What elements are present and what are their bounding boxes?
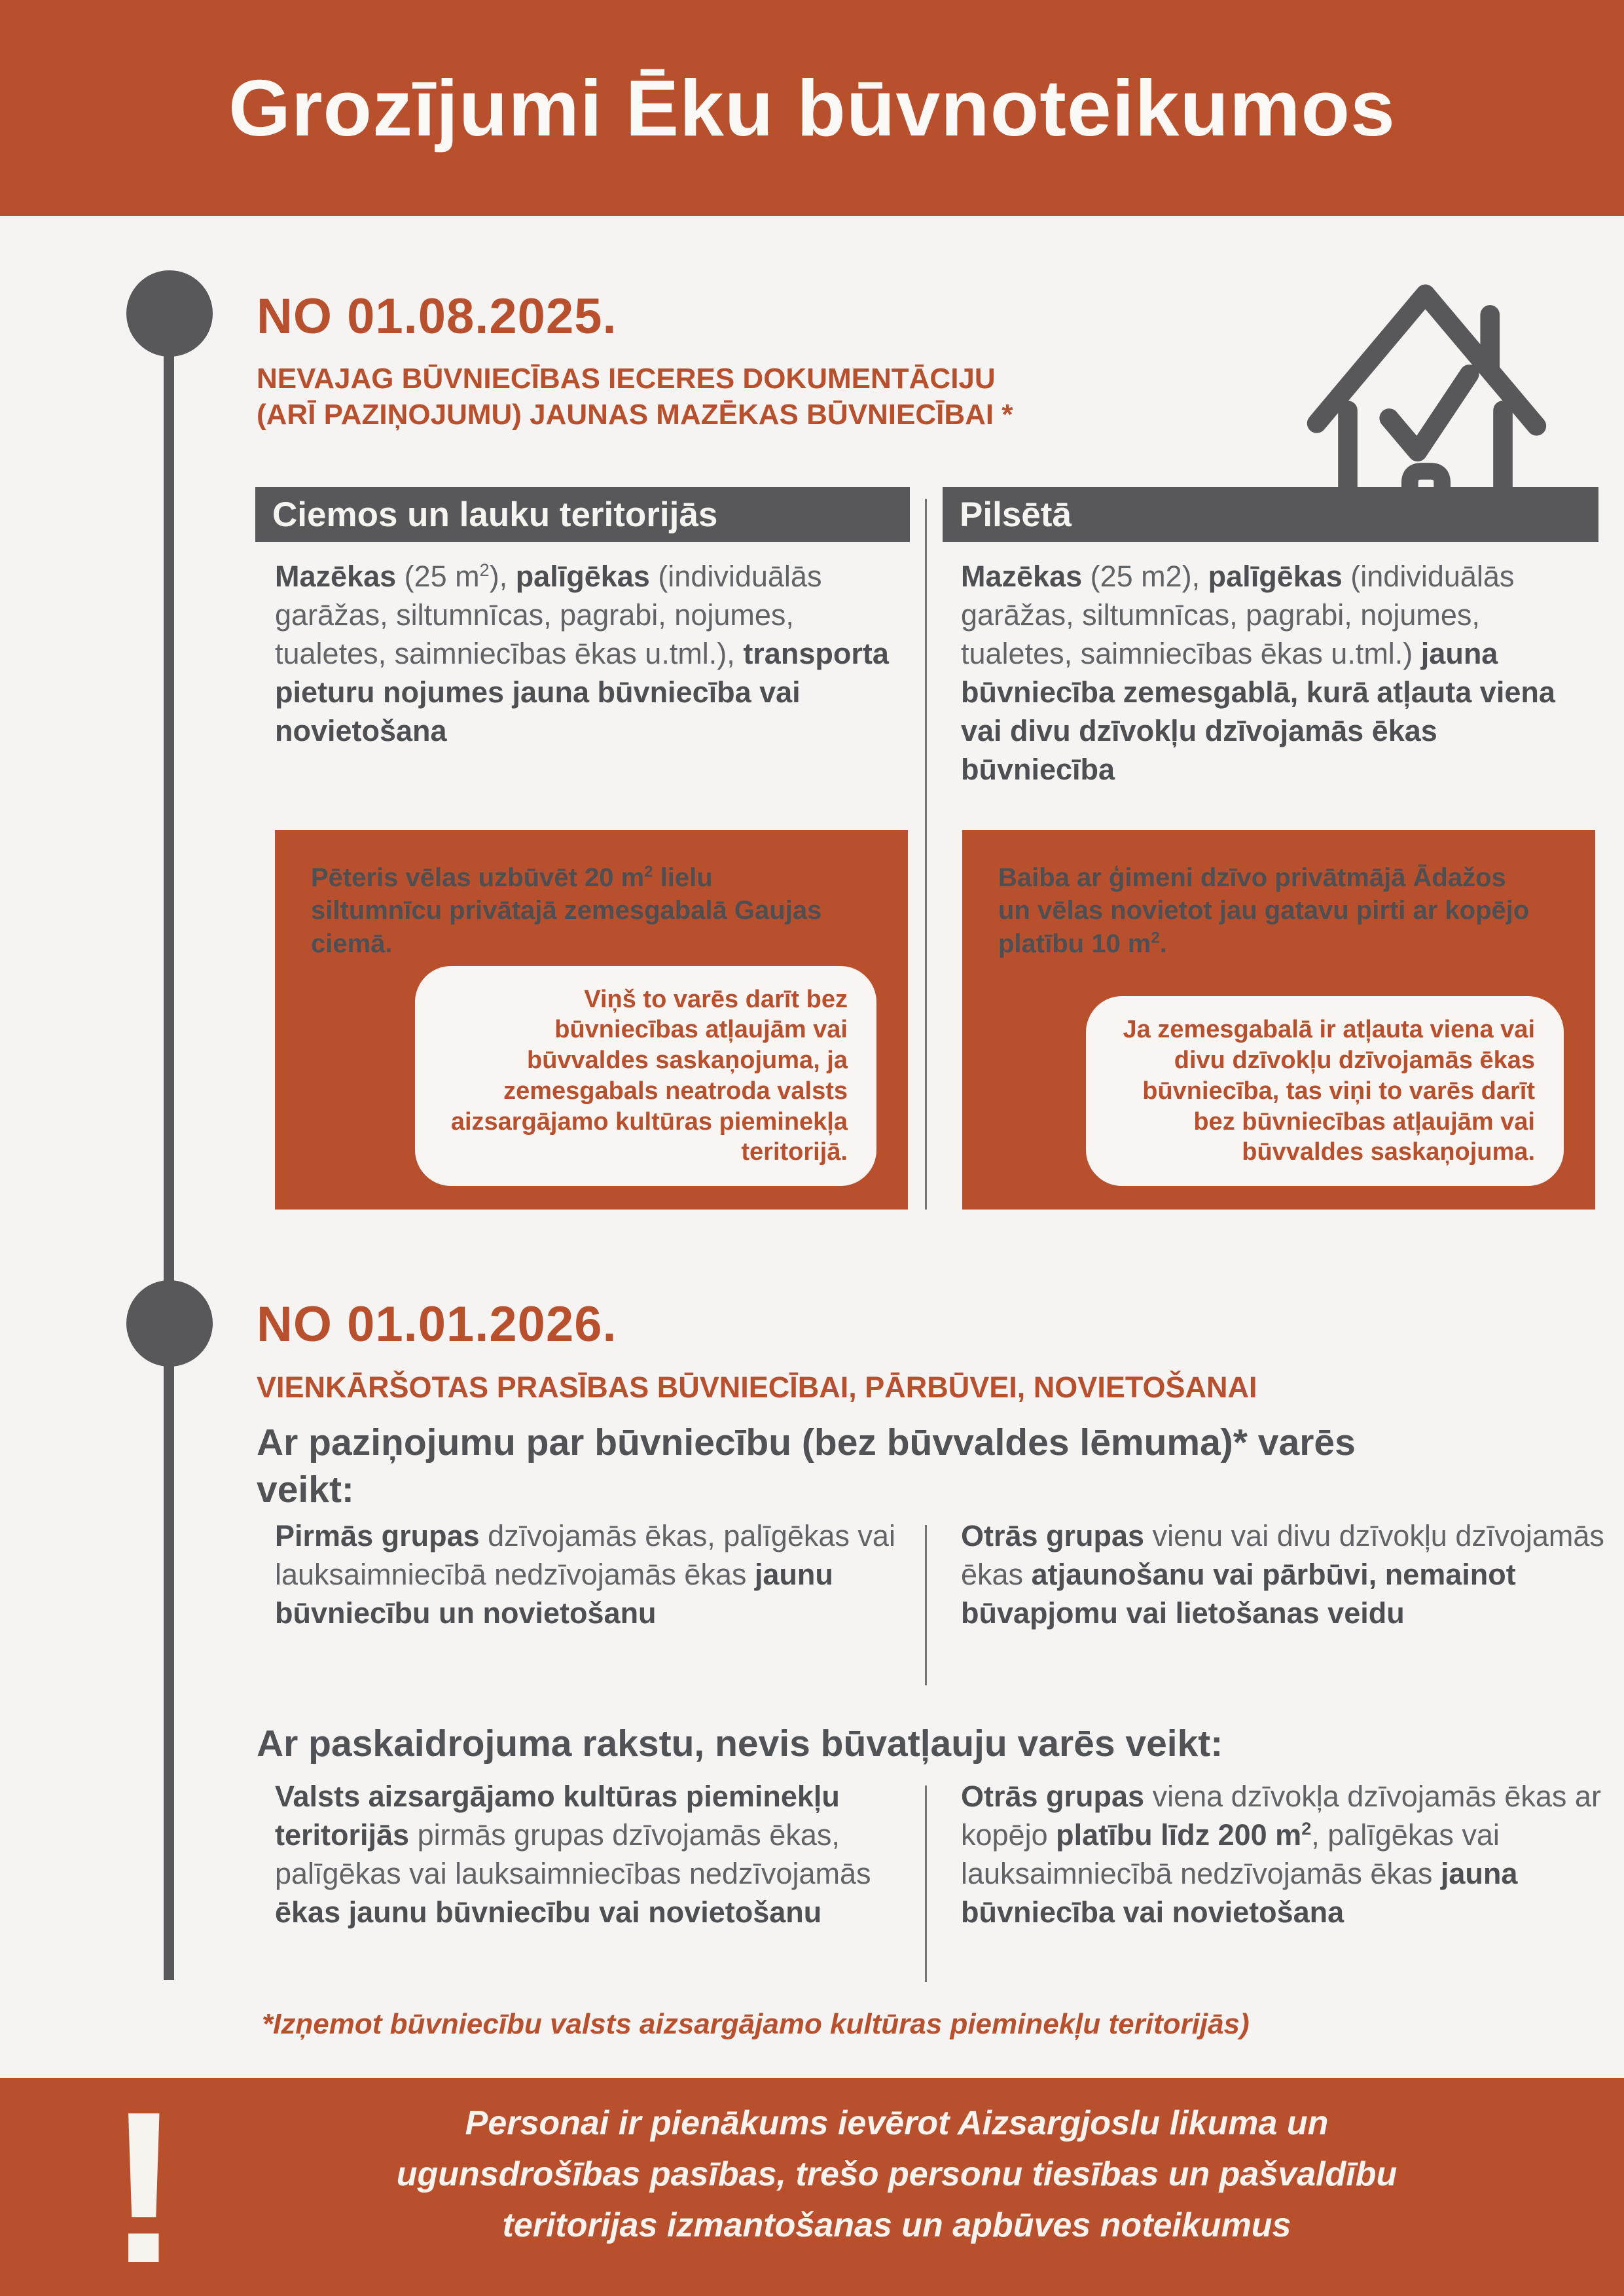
- house-checkmark-icon: [1296, 260, 1555, 519]
- column-header-rural-label: Ciemos un lauku teritorijās: [272, 495, 718, 534]
- example-rural-callout: Viņš to varēs darīt bez būvniecības atļaujām vai būvvaldes saskaņojuma, ja zemesgabals neatroda valsts aizsargājamo kultūras pieminekļa teritorijā.: [415, 966, 876, 1186]
- column-header-city: [943, 487, 1598, 542]
- explanatory-col-second-group: Otrās grupas viena dzīvokļa dzīvojamās ēkas ar kopējo platību līdz 200 $m^2$, palīgēkas vai lauksaimniecībā nedzīvojamās ēkas jauna būvniecība vai novietošana: [961, 1780, 1601, 1929]
- footnote: *Izņemot būvniecību valsts aizsargājamo kultūras pieminekļu teritorijās): [262, 2008, 1250, 2040]
- heading-explanatory-note: Ar paskaidrojuma rakstu, nevis būvatļauju varēs veikt:: [257, 1723, 1223, 1765]
- example-box-rural: [275, 830, 908, 1210]
- example-city-intro: Baiba ar ģimeni dzīvo privātmājā Ādažos un vēlas novietot jau gatavu pirti ar kopējo platību 10 $m^2$.: [998, 863, 1530, 958]
- section-2025-subtitle-line2: (ARĪ PAZIŅOJUMU) JAUNAS MAZĒKAS BŪVNIECĪBAI *: [257, 398, 1013, 431]
- explanatory-col-heritage: Valsts aizsargājamo kultūras pieminekļu teritorijās pirmās grupas dzīvojamās ēkas, palīgēkas vai lauksaimniecības nedzīvojamās ēkas jaunu būvniecību vai novietošanu: [275, 1780, 871, 1929]
- section-2026-date: NO 01.01.2026.: [257, 1297, 617, 1352]
- column-header-rural: [255, 487, 910, 542]
- timeline-dot-2025: [126, 270, 213, 357]
- section-2025-subtitle: [257, 361, 1013, 433]
- heading-announcement: Ar paziņojumu par būvniecību (bez būvvaldes lēmuma)* varēs veikt:: [257, 1422, 1356, 1511]
- column-body-city: Mazēkas (25 m2), palīgēkas (individuālās garāžas, siltumnīcas, pagrabi, nojumes, tualetes, saimniecības ēkas u.tml.) jauna būvniecība zemesgablā, kurā atļauta viena vai divu dzīvokļu dzīvojamās ēkas būvniecība: [961, 560, 1555, 786]
- example-city-callout: Ja zemesgabalā ir atļauta viena vai divu dzīvokļu dzīvojamās ēkas būvniecība, tas viņi to varēs darīt bez būvniecības atļaujām vai būvvaldes saskaņojuma.: [1086, 996, 1564, 1186]
- column-header-city-label: Pilsētā: [960, 495, 1072, 534]
- section-2025-subtitle-line1: NEVAJAG BŪVNIECĪBAS IECERES DOKUMENTĀCIJU: [257, 363, 996, 395]
- column-body-rural: Mazēkas (25 $m^2$), palīgēkas (individuālās garāžas, siltumnīcas, pagrabi, nojumes, tualetes, saimniecības ēkas u.tml.), transporta pieturu nojumes jauna būvniecība vai novietošana: [275, 560, 889, 747]
- column-divider-1: [925, 499, 927, 1210]
- example-rural-intro: Pēteris vēlas uzbūvēt 20 $m^2$ lielu siltumnīcu privātajā zemesgabalā Gaujas ciemā.: [311, 863, 822, 958]
- announcement-col-second-group: Otrās grupas vienu vai divu dzīvokļu dzīvojamās ēkas atjaunošanu vai pārbūvi, nemainot būvapjomu vai lietošanas veidu: [961, 1519, 1604, 1630]
- timeline-line: [164, 314, 174, 1980]
- section-2025-date: NO 01.08.2025.: [257, 289, 617, 344]
- footer-notice-line3: teritorijas izmantošanas un apbūves noteikumus: [502, 2206, 1291, 2244]
- poster-header: [0, 0, 1624, 216]
- timeline-dot-2026: [126, 1280, 213, 1367]
- footer-notice: [275, 2098, 1519, 2251]
- footer-notice-line2: ugunsdrošības pasības, trešo personu tiesības un pašvaldību: [396, 2155, 1398, 2193]
- poster-footer: [0, 2066, 1624, 2296]
- footer-notice-line1: Personai ir pienākums ievērot Aizsargjoslu likuma un: [465, 2104, 1329, 2142]
- column-divider-2: [925, 1525, 927, 1685]
- announcement-col-first-group: Pirmās grupas dzīvojamās ēkas, palīgēkas vai lauksaimniecībā nedzīvojamās ēkas jaunu būvniecību un novietošanu: [275, 1519, 895, 1630]
- exclamation-icon: !: [108, 2066, 180, 2296]
- page-title: Grozījumi Ēku būvnoteikumos: [228, 63, 1396, 152]
- example-box-city: [962, 830, 1595, 1210]
- section-2026-subtitle: VIENKĀRŠOTAS PRASĪBAS BŪVNIECĪBAI, PĀRBŪVEI, NOVIETOŠANAI: [257, 1371, 1257, 1404]
